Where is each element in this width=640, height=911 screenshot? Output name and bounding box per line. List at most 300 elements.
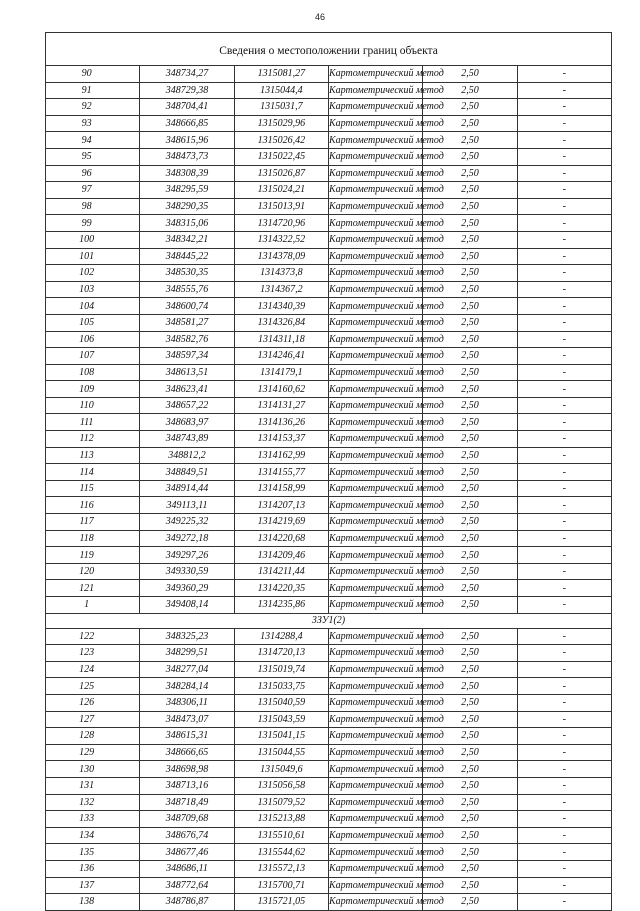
coord-x-cell: 348786,87 xyxy=(140,894,234,911)
coord-y-cell: 1315040,59 xyxy=(234,694,328,711)
coord-y-cell: 1314322,52 xyxy=(234,231,328,248)
description-cell: - xyxy=(517,414,611,431)
point-number-cell: 107 xyxy=(46,348,140,365)
coord-x-cell: 348306,11 xyxy=(140,694,234,711)
point-number-cell: 91 xyxy=(46,82,140,99)
method-cell: Картометрический метод xyxy=(328,894,422,911)
coord-y-cell: 1314207,13 xyxy=(234,497,328,514)
accuracy-cell: 2,50 xyxy=(423,331,517,348)
accuracy-cell: 2,50 xyxy=(423,231,517,248)
method-cell: Картометрический метод xyxy=(328,777,422,794)
table-row xyxy=(46,148,612,165)
table-row xyxy=(46,497,612,514)
coord-y-cell: 1315031,7 xyxy=(234,99,328,116)
accuracy-cell: 2,50 xyxy=(423,480,517,497)
coord-x-cell: 348676,74 xyxy=(140,827,234,844)
point-number-cell: 118 xyxy=(46,530,140,547)
coord-y-cell: 1314220,35 xyxy=(234,580,328,597)
method-cell: Картометрический метод xyxy=(328,711,422,728)
description-cell: - xyxy=(517,794,611,811)
point-number-cell: 104 xyxy=(46,298,140,315)
description-cell: - xyxy=(517,198,611,215)
coord-y-cell: 1315022,45 xyxy=(234,148,328,165)
point-number-cell: 111 xyxy=(46,414,140,431)
coord-x-cell: 348277,04 xyxy=(140,661,234,678)
coord-x-cell: 348615,96 xyxy=(140,132,234,149)
point-number-cell: 112 xyxy=(46,431,140,448)
coord-y-cell: 1315043,59 xyxy=(234,711,328,728)
method-cell: Картометрический метод xyxy=(328,464,422,481)
coord-x-cell: 348600,74 xyxy=(140,298,234,315)
coord-x-cell: 348290,35 xyxy=(140,198,234,215)
method-cell: Картометрический метод xyxy=(328,877,422,894)
method-cell: Картометрический метод xyxy=(328,794,422,811)
description-cell: - xyxy=(517,497,611,514)
coord-y-cell: 1314179,1 xyxy=(234,364,328,381)
method-cell: Картометрический метод xyxy=(328,628,422,645)
point-number-cell: 113 xyxy=(46,447,140,464)
point-number-cell: 131 xyxy=(46,777,140,794)
coord-y-cell: 1315033,75 xyxy=(234,678,328,695)
point-number-cell: 135 xyxy=(46,844,140,861)
table-row xyxy=(46,132,612,149)
coord-x-cell: 348582,76 xyxy=(140,331,234,348)
coord-x-cell: 348613,51 xyxy=(140,364,234,381)
method-cell: Картометрический метод xyxy=(328,215,422,232)
accuracy-cell: 2,50 xyxy=(423,877,517,894)
point-number-cell: 138 xyxy=(46,894,140,911)
method-cell: Картометрический метод xyxy=(328,431,422,448)
table-row xyxy=(46,580,612,597)
accuracy-cell: 2,50 xyxy=(423,165,517,182)
method-cell: Картометрический метод xyxy=(328,82,422,99)
coord-y-cell: 1315026,87 xyxy=(234,165,328,182)
coord-x-cell: 348597,34 xyxy=(140,348,234,365)
table-row xyxy=(46,99,612,116)
coord-x-cell: 348530,35 xyxy=(140,265,234,282)
accuracy-cell: 2,50 xyxy=(423,132,517,149)
coord-x-cell: 348729,38 xyxy=(140,82,234,99)
coord-y-cell: 1315572,13 xyxy=(234,860,328,877)
accuracy-cell: 2,50 xyxy=(423,645,517,662)
method-cell: Картометрический метод xyxy=(328,547,422,564)
coord-x-cell: 349330,59 xyxy=(140,563,234,580)
table-header-row xyxy=(46,33,612,66)
coord-y-cell: 1315013,91 xyxy=(234,198,328,215)
method-cell: Картометрический метод xyxy=(328,645,422,662)
point-number-cell: 132 xyxy=(46,794,140,811)
coord-y-cell: 1314246,41 xyxy=(234,348,328,365)
description-cell: - xyxy=(517,645,611,662)
point-number-cell: 94 xyxy=(46,132,140,149)
coord-x-cell: 348473,73 xyxy=(140,148,234,165)
description-cell: - xyxy=(517,165,611,182)
description-cell: - xyxy=(517,381,611,398)
coord-y-cell: 1314160,62 xyxy=(234,381,328,398)
method-cell: Картометрический метод xyxy=(328,165,422,182)
coord-y-cell: 1314367,2 xyxy=(234,281,328,298)
method-cell: Картометрический метод xyxy=(328,99,422,116)
description-cell: - xyxy=(517,231,611,248)
point-number-cell: 98 xyxy=(46,198,140,215)
table-row xyxy=(46,464,612,481)
description-cell: - xyxy=(517,215,611,232)
description-cell: - xyxy=(517,331,611,348)
method-cell: Картометрический метод xyxy=(328,132,422,149)
point-number-cell: 99 xyxy=(46,215,140,232)
point-number-cell: 133 xyxy=(46,811,140,828)
coord-y-cell: 1315079,52 xyxy=(234,794,328,811)
table-row xyxy=(46,744,612,761)
table-row xyxy=(46,661,612,678)
coord-y-cell: 1314720,13 xyxy=(234,645,328,662)
table-row xyxy=(46,331,612,348)
coord-x-cell: 348473,07 xyxy=(140,711,234,728)
coord-y-cell: 1315044,55 xyxy=(234,744,328,761)
coord-y-cell: 1314155,77 xyxy=(234,464,328,481)
accuracy-cell: 2,50 xyxy=(423,248,517,265)
accuracy-cell: 2,50 xyxy=(423,894,517,911)
accuracy-cell: 2,50 xyxy=(423,860,517,877)
method-cell: Картометрический метод xyxy=(328,563,422,580)
table-row xyxy=(46,281,612,298)
method-cell: Картометрический метод xyxy=(328,298,422,315)
description-cell: - xyxy=(517,530,611,547)
method-cell: Картометрический метод xyxy=(328,694,422,711)
description-cell: - xyxy=(517,148,611,165)
table-row xyxy=(46,860,612,877)
table-row xyxy=(46,66,612,83)
table-row xyxy=(46,678,612,695)
description-cell: - xyxy=(517,66,611,83)
table-row xyxy=(46,381,612,398)
point-number-cell: 101 xyxy=(46,248,140,265)
coord-x-cell: 348849,51 xyxy=(140,464,234,481)
point-number-cell: 122 xyxy=(46,628,140,645)
accuracy-cell: 2,50 xyxy=(423,597,517,614)
description-cell: - xyxy=(517,298,611,315)
coord-x-cell: 348623,41 xyxy=(140,381,234,398)
coord-y-cell: 1315700,71 xyxy=(234,877,328,894)
table-row xyxy=(46,794,612,811)
description-cell: - xyxy=(517,132,611,149)
point-number-cell: 128 xyxy=(46,728,140,745)
coord-x-cell: 348284,14 xyxy=(140,678,234,695)
section-label: 3ЗУ1(2) xyxy=(46,613,612,628)
accuracy-cell: 2,50 xyxy=(423,464,517,481)
accuracy-cell: 2,50 xyxy=(423,66,517,83)
coord-y-cell: 1315049,6 xyxy=(234,761,328,778)
accuracy-cell: 2,50 xyxy=(423,148,517,165)
table-row xyxy=(46,811,612,828)
point-number-cell: 137 xyxy=(46,877,140,894)
point-number-cell: 103 xyxy=(46,281,140,298)
point-number-cell: 115 xyxy=(46,480,140,497)
table-row xyxy=(46,877,612,894)
method-cell: Картометрический метод xyxy=(328,761,422,778)
table-row xyxy=(46,530,612,547)
accuracy-cell: 2,50 xyxy=(423,794,517,811)
description-cell: - xyxy=(517,694,611,711)
point-number-cell: 119 xyxy=(46,547,140,564)
method-cell: Картометрический метод xyxy=(328,860,422,877)
page-number: 46 xyxy=(314,12,325,22)
description-cell: - xyxy=(517,464,611,481)
table-row xyxy=(46,298,612,315)
coord-y-cell: 1314131,27 xyxy=(234,397,328,414)
description-cell: - xyxy=(517,844,611,861)
accuracy-cell: 2,50 xyxy=(423,530,517,547)
point-number-cell: 102 xyxy=(46,265,140,282)
table-row xyxy=(46,547,612,564)
table-row xyxy=(46,265,612,282)
coord-x-cell: 349272,18 xyxy=(140,530,234,547)
coord-x-cell: 348666,65 xyxy=(140,744,234,761)
coord-x-cell: 348698,98 xyxy=(140,761,234,778)
method-cell: Картометрический метод xyxy=(328,148,422,165)
accuracy-cell: 2,50 xyxy=(423,182,517,199)
accuracy-cell: 2,50 xyxy=(423,744,517,761)
coord-y-cell: 1315026,42 xyxy=(234,132,328,149)
coord-x-cell: 348295,59 xyxy=(140,182,234,199)
method-cell: Картометрический метод xyxy=(328,66,422,83)
point-number-cell: 126 xyxy=(46,694,140,711)
coord-x-cell: 348718,49 xyxy=(140,794,234,811)
coord-x-cell: 349225,32 xyxy=(140,514,234,531)
method-cell: Картометрический метод xyxy=(328,265,422,282)
accuracy-cell: 2,50 xyxy=(423,397,517,414)
point-number-cell: 109 xyxy=(46,381,140,398)
description-cell: - xyxy=(517,431,611,448)
method-cell: Картометрический метод xyxy=(328,115,422,132)
accuracy-cell: 2,50 xyxy=(423,99,517,116)
description-cell: - xyxy=(517,728,611,745)
method-cell: Картометрический метод xyxy=(328,844,422,861)
method-cell: Картометрический метод xyxy=(328,480,422,497)
accuracy-cell: 2,50 xyxy=(423,215,517,232)
accuracy-cell: 2,50 xyxy=(423,497,517,514)
method-cell: Картометрический метод xyxy=(328,414,422,431)
accuracy-cell: 2,50 xyxy=(423,82,517,99)
description-cell: - xyxy=(517,678,611,695)
method-cell: Картометрический метод xyxy=(328,231,422,248)
method-cell: Картометрический метод xyxy=(328,728,422,745)
accuracy-cell: 2,50 xyxy=(423,728,517,745)
coord-y-cell: 1315024,21 xyxy=(234,182,328,199)
description-cell: - xyxy=(517,563,611,580)
description-cell: - xyxy=(517,314,611,331)
accuracy-cell: 2,50 xyxy=(423,678,517,695)
coord-x-cell: 348709,68 xyxy=(140,811,234,828)
method-cell: Картометрический метод xyxy=(328,364,422,381)
method-cell: Картометрический метод xyxy=(328,381,422,398)
table-row xyxy=(46,694,612,711)
coord-y-cell: 1314378,09 xyxy=(234,248,328,265)
method-cell: Картометрический метод xyxy=(328,580,422,597)
table-row xyxy=(46,827,612,844)
point-number-cell: 100 xyxy=(46,231,140,248)
point-number-cell: 96 xyxy=(46,165,140,182)
coord-y-cell: 1314235,86 xyxy=(234,597,328,614)
table-row xyxy=(46,182,612,199)
coord-x-cell: 348704,41 xyxy=(140,99,234,116)
accuracy-cell: 2,50 xyxy=(423,811,517,828)
coord-y-cell: 1314136,26 xyxy=(234,414,328,431)
coord-y-cell: 1315721,05 xyxy=(234,894,328,911)
accuracy-cell: 2,50 xyxy=(423,711,517,728)
method-cell: Картометрический метод xyxy=(328,182,422,199)
coord-x-cell: 348615,31 xyxy=(140,728,234,745)
coord-y-cell: 1314340,39 xyxy=(234,298,328,315)
boundary-table-wrapper xyxy=(45,32,612,911)
method-cell: Картометрический метод xyxy=(328,514,422,531)
table-row xyxy=(46,348,612,365)
coord-x-cell: 348666,85 xyxy=(140,115,234,132)
table-row xyxy=(46,414,612,431)
table-row xyxy=(46,364,612,381)
method-cell: Картометрический метод xyxy=(328,597,422,614)
point-number-cell: 106 xyxy=(46,331,140,348)
description-cell: - xyxy=(517,711,611,728)
coord-y-cell: 1314720,96 xyxy=(234,215,328,232)
accuracy-cell: 2,50 xyxy=(423,447,517,464)
accuracy-cell: 2,50 xyxy=(423,115,517,132)
coord-y-cell: 1314153,37 xyxy=(234,431,328,448)
method-cell: Картометрический метод xyxy=(328,331,422,348)
table-row xyxy=(46,597,612,614)
point-number-cell: 136 xyxy=(46,860,140,877)
method-cell: Картометрический метод xyxy=(328,661,422,678)
table-row xyxy=(46,397,612,414)
table-row xyxy=(46,431,612,448)
description-cell: - xyxy=(517,281,611,298)
method-cell: Картометрический метод xyxy=(328,248,422,265)
table-row xyxy=(46,761,612,778)
table-row xyxy=(46,314,612,331)
coord-x-cell: 348686,11 xyxy=(140,860,234,877)
table-row xyxy=(46,563,612,580)
table-row xyxy=(46,645,612,662)
description-cell: - xyxy=(517,894,611,911)
point-number-cell: 108 xyxy=(46,364,140,381)
coord-x-cell: 348308,39 xyxy=(140,165,234,182)
description-cell: - xyxy=(517,248,611,265)
coord-x-cell: 349408,14 xyxy=(140,597,234,614)
coord-y-cell: 1314211,44 xyxy=(234,563,328,580)
coord-y-cell: 1315041,15 xyxy=(234,728,328,745)
accuracy-cell: 2,50 xyxy=(423,580,517,597)
accuracy-cell: 2,50 xyxy=(423,414,517,431)
accuracy-cell: 2,50 xyxy=(423,661,517,678)
point-number-cell: 123 xyxy=(46,645,140,662)
point-number-cell: 125 xyxy=(46,678,140,695)
table-row xyxy=(46,248,612,265)
table-row xyxy=(46,894,612,911)
coord-x-cell: 348677,46 xyxy=(140,844,234,861)
coord-y-cell: 1315044,4 xyxy=(234,82,328,99)
description-cell: - xyxy=(517,597,611,614)
coord-x-cell: 349113,11 xyxy=(140,497,234,514)
description-cell: - xyxy=(517,182,611,199)
table-row xyxy=(46,215,612,232)
table-row xyxy=(46,165,612,182)
accuracy-cell: 2,50 xyxy=(423,761,517,778)
method-cell: Картометрический метод xyxy=(328,827,422,844)
accuracy-cell: 2,50 xyxy=(423,298,517,315)
accuracy-cell: 2,50 xyxy=(423,281,517,298)
coord-x-cell: 348812,2 xyxy=(140,447,234,464)
table-row xyxy=(46,844,612,861)
description-cell: - xyxy=(517,860,611,877)
description-cell: - xyxy=(517,99,611,116)
coord-y-cell: 1314288,4 xyxy=(234,628,328,645)
coord-x-cell: 348683,97 xyxy=(140,414,234,431)
coord-x-cell: 348445,22 xyxy=(140,248,234,265)
description-cell: - xyxy=(517,364,611,381)
point-number-cell: 90 xyxy=(46,66,140,83)
point-number-cell: 93 xyxy=(46,115,140,132)
description-cell: - xyxy=(517,115,611,132)
coord-x-cell: 348772,64 xyxy=(140,877,234,894)
method-cell: Картометрический метод xyxy=(328,397,422,414)
accuracy-cell: 2,50 xyxy=(423,198,517,215)
coord-y-cell: 1314311,18 xyxy=(234,331,328,348)
coord-x-cell: 348914,44 xyxy=(140,480,234,497)
coord-y-cell: 1314373,8 xyxy=(234,265,328,282)
table-title: Сведения о местоположении границ объекта xyxy=(46,33,612,66)
description-cell: - xyxy=(517,397,611,414)
accuracy-cell: 2,50 xyxy=(423,628,517,645)
point-number-cell: 117 xyxy=(46,514,140,531)
point-number-cell: 1 xyxy=(46,597,140,614)
method-cell: Картометрический метод xyxy=(328,744,422,761)
table-row xyxy=(46,198,612,215)
description-cell: - xyxy=(517,661,611,678)
accuracy-cell: 2,50 xyxy=(423,694,517,711)
description-cell: - xyxy=(517,628,611,645)
point-number-cell: 124 xyxy=(46,661,140,678)
coord-y-cell: 1315019,74 xyxy=(234,661,328,678)
description-cell: - xyxy=(517,547,611,564)
table-row xyxy=(46,711,612,728)
accuracy-cell: 2,50 xyxy=(423,348,517,365)
coord-x-cell: 348555,76 xyxy=(140,281,234,298)
point-number-cell: 105 xyxy=(46,314,140,331)
coord-x-cell: 348581,27 xyxy=(140,314,234,331)
description-cell: - xyxy=(517,348,611,365)
method-cell: Картометрический метод xyxy=(328,314,422,331)
table-row xyxy=(46,728,612,745)
description-cell: - xyxy=(517,580,611,597)
point-number-cell: 130 xyxy=(46,761,140,778)
accuracy-cell: 2,50 xyxy=(423,314,517,331)
section-row xyxy=(46,613,612,628)
table-row xyxy=(46,480,612,497)
coord-y-cell: 1315510,61 xyxy=(234,827,328,844)
table-row xyxy=(46,82,612,99)
coord-x-cell: 348299,51 xyxy=(140,645,234,662)
table-row xyxy=(46,231,612,248)
description-cell: - xyxy=(517,744,611,761)
coord-y-cell: 1315056,58 xyxy=(234,777,328,794)
coord-x-cell: 348315,06 xyxy=(140,215,234,232)
description-cell: - xyxy=(517,480,611,497)
coord-y-cell: 1314219,69 xyxy=(234,514,328,531)
description-cell: - xyxy=(517,265,611,282)
accuracy-cell: 2,50 xyxy=(423,381,517,398)
boundary-coordinates-table xyxy=(45,32,612,911)
coord-y-cell: 1315213,88 xyxy=(234,811,328,828)
